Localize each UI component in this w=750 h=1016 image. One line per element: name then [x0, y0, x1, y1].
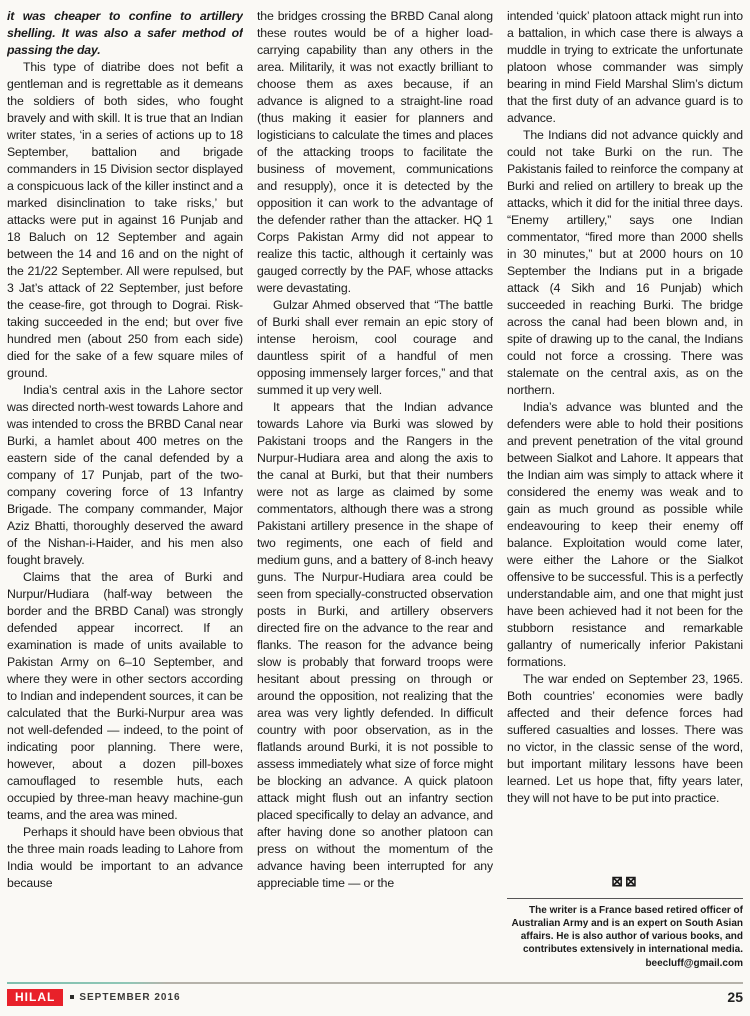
- hilal-logo: HILAL: [7, 989, 63, 1006]
- square-bullet-icon: [70, 995, 74, 999]
- page-footer: [7, 982, 743, 1006]
- column-2: [257, 8, 493, 970]
- byline-text: The writer is a France based retired officer of Australian Army and is an expert on South Asian affairs. He is also author of various books, and contributes extensively in international media.: [511, 905, 743, 955]
- paragraph: India’s central axis in the Lahore sector was directed north-west towards Lahore and was intended to cross the BRBD Canal near Burki, a hamlet about 400 metres on the eastern side of the canal defended by a company of 17 Punjab, part of the two-company covering force of 13 Infantry Brigade. The company commander, Major Aziz Bhatti, thoroughly deserved the award of the Nishan-i-Haider, and his men also fought bravely.: [7, 383, 243, 567]
- byline-email: beecluff@gmail.com: [645, 958, 743, 969]
- issue-date-label: SEPTEMBER 2016: [79, 991, 181, 1003]
- paragraph: The Indians did not advance quickly and could not take Burki on the run. The Pakistanis failed to reinforce the company at Burki and relied on artillery to break up the attacks, which it did for the initial three days. “Enemy artillery,” says one Indian commentator, “fired more than 2000 shells in 30 minutes,” but at 2000 hours on 10 September the Indians put in a brigade attack (4 Sikh and 16 Punjab) which succeeded in reaching Burki. The bridge across the canal had been blown and, in spite of drawing up to the canal, the Indians could not force a crossing. There was stalemate on the central axis, as on the northern.: [507, 128, 743, 397]
- column-spacer: [507, 807, 743, 865]
- paragraph-continuation: intended ‘quick’ platoon attack might run into a battalion, in which case there is always a muddle in trying to extricate the unfortunate platoon whose commander was simply bearing in mind Field Marshal Slim’s dictum that the first duty of an advance guard is to advance.: [507, 9, 743, 125]
- article-end-marks-icon: ⊠⊠: [611, 873, 639, 889]
- page-number: 25: [727, 989, 743, 1005]
- paragraph: This type of diatribe does not befit a gentleman and is regrettable as it demeans the soldiers of both sides, who fought bravely and with skill. It is true that an Indian writer states, ‘in a series of actions up to 18 September, battalion and brigade commanders in 15 Division sector displayed a conspicuous lack of the killer instinct and a marked disinclination to take risks,’ but attacks were put in against 16 Punjab and 18 Baluch on 12 September and again between the 14 and 16 and on the night of the 21/22 September. All were repulsed, but 3 Jat’s attack of 22 September, just before the cease-fire, got through to Dograi. Risk-taking succeeded in the end; but over five hundred men (about 250 from each side) died for the sake of a few square miles of ground.: [7, 60, 243, 380]
- article-columns: [7, 8, 743, 970]
- paragraph: The war ended on September 23, 1965. Both countries’ economies were badly affected and their defence forces had suffered casualties and losses. There was no victor, in the classic sense of the word, but important military lessons have been learned. Let us hope that, fifty years later, they will not have to be put into practice.: [507, 672, 743, 805]
- column-1: [7, 8, 243, 970]
- issue-date: [70, 992, 180, 1003]
- paragraph: Perhaps it should have been obvious that the three main roads leading to Lahore from India would be important to an advance because: [7, 825, 243, 890]
- byline: [507, 898, 743, 970]
- paragraph: It appears that the Indian advance towards Lahore via Burki was slowed by Pakistani troops and the Rangers in the Nurpur-Hudiara area and along the axis to the canal at Burki, but that their numbers were not as large as claimed by some commentators, although there was a strong Pakistani artillery presence in the shape of two regiments, one each of field and medium guns, and a battery of 8-inch heavy guns. The Nurpur-Hudiara area could be seen from specially-constructed observation posts in Burki, and artillery observers directed fire on the advance to the rear and flanks. The reason for the advance being slow is probably that forward troops were hesitant about pressing on through or around the opposition, not realizing that the area was very lightly defended. In difficult country with poor observation, as in the flatlands around Burki, it is not possible to assess immediately what size of force might be blocking an advance. A quick platoon attack might flush out an infantry section placed specifically to delay an advance, and after having done so another platoon can press on without the momentum of the advance having been interrupted for any appreciable time — or the: [257, 400, 493, 890]
- footer-row: [7, 988, 743, 1006]
- column-3: [507, 8, 743, 970]
- paragraph: India’s advance was blunted and the defenders were able to hold their positions and prevent penetration of the vital ground between Sialkot and Lahore. It appears that the Indian aim was simply to attack where it considered the enemy was weak and to gain as much ground as possible while endeavouring to keep their enemy off balance. Exploitation would come later, were either the Lahore or the Sialkot offensive to be successful. This is a perfectly understandable aim, and one that might just have been achieved had it not been for the stubborn resistance and remarkable gallantry of numerically inferior Pakistani formations.: [507, 400, 743, 669]
- paragraph-continuation: the bridges crossing the BRBD Canal along these routes would be of a higher load-carrying capability than any others in the area. Militarily, it was not exactly brilliant to choose them as axes because, if an advance is aligned to a straight-line road (thus making it easier for planners and logisticians to calculate the times and places of the attacking troops to facilitate the business of movement, communications and resupply), once it is detected by the opposition it can work to the advantage of the defender rather than the attacker. HQ 1 Corps Pakistan Army did not appear to realize this tactic, although it certainly was gauged correctly by the PAF, whose attacks were devastating.: [257, 9, 493, 295]
- paragraph: Gulzar Ahmed observed that “The battle of Burki shall ever remain an epic story of intense heroism, cool courage and dauntless spirit of a handful of men opposing immensely larger forces,” and that summed it up very well.: [257, 298, 493, 397]
- paragraph: Claims that the area of Burki and Nurpur/Hudiara (half-way between the border and the BRBD Canal) was strongly defended appear incorrect. If an examination is made of units available to Pakistan Army on 6–10 September, and where they were in other sectors according to Indian and independent sources, it can be calculated that the Burki-Nurpur area was not well-defended — indeed, to the point of indicating poor planning. There were, however, about a dozen pill-boxes camouflaged to resemble huts, each occupied by three-man heavy machine-gun teams, and the area was mined.: [7, 570, 243, 822]
- paragraph-lead-italic: it was cheaper to confine to artillery shelling. It was also a safer method of passing the day.: [7, 9, 243, 57]
- footer-rule: [7, 982, 743, 984]
